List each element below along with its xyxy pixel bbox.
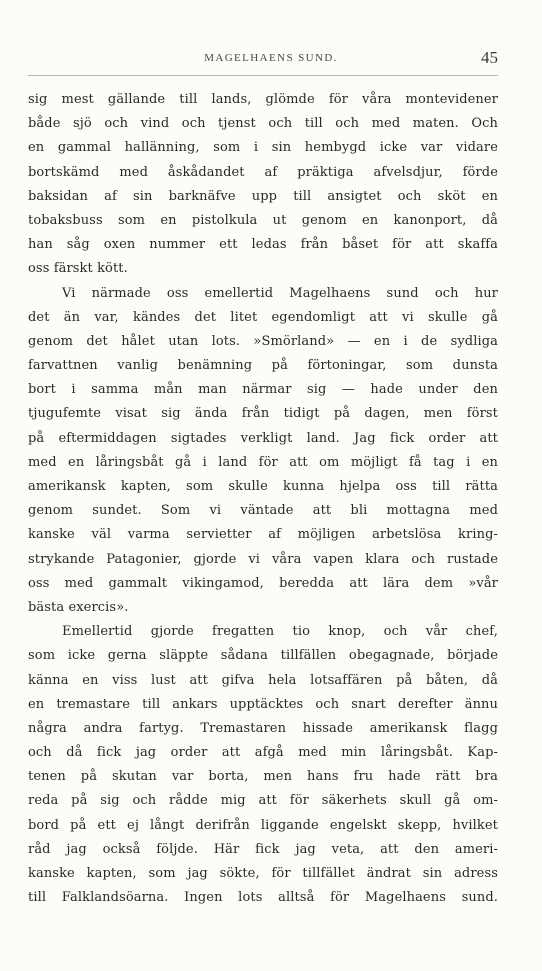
text-line: han såg oxen nummer ett ledas från båset för att skaffa <box>28 237 498 253</box>
text-line: sig mest gällande till lands, glömde för våra montevidener <box>28 92 498 107</box>
text-line: genom sundet. Som vi väntade att bli mottagna med <box>28 503 498 519</box>
header-rule <box>28 75 498 76</box>
text-line: strykande Patagonier, gjorde vi våra vapen klara och rustade <box>28 551 498 567</box>
text-line: till Falklandsöarna. Ingen lots alltså för Magelhaens sund. <box>28 890 498 906</box>
text-line: tenen på skutan var borta, men hans fru hade rätt bra <box>28 769 498 785</box>
text-line: reda på sig och rådde mig att för säkerhets skull gå om- <box>28 793 498 809</box>
text-line: bästa exercis». <box>28 599 129 615</box>
text-line: kanske kapten, som jag sökte, för tillfället ändrat sin adress <box>28 866 498 881</box>
running-head-title: MAGELHAENS SUND. <box>204 52 338 64</box>
text-line: amerikansk kapten, som skulle kunna hjelpa oss till rätta <box>28 479 498 494</box>
body-text <box>28 88 498 910</box>
text-line: tobaksbuss som en pistolkula ut genom en kanonport, då <box>28 212 498 228</box>
text-line: på eftermiddagen sigtades verkligt land. Jag fick order att <box>28 430 498 446</box>
text-line: baksidan af sin barknäfve upp till ansigtet och sköt en <box>28 188 498 204</box>
text-line: Vi närmade oss emellertid Magelhaens sund och hur <box>62 285 498 301</box>
text-line: känna en viss lust att gifva hela lotsaffären på båten, då <box>28 672 498 688</box>
text-line: några andra fartyg. Tremastaren hissade amerikansk flagg <box>28 720 498 736</box>
page-number: 45 <box>481 48 498 67</box>
running-head <box>0 48 542 72</box>
text-line: farvattnen vanlig benämning på förtoningar, som dunsta <box>28 358 498 374</box>
text-line: kanske väl varma servietter af möjligen arbetslösa kring- <box>28 527 498 543</box>
text-line: oss med gammalt vikingamod, beredda att lära dem »vår <box>28 575 498 591</box>
text-line: med en låringsbåt gå i land för att om möjligt få tag i en <box>28 454 498 470</box>
text-line: bortskämd med åskådandet af präktiga afvelsdjur, förde <box>28 164 498 180</box>
text-line: Emellertid gjorde fregatten tio knop, och vår chef, <box>62 624 498 640</box>
text-line: tjugufemte visat sig ända från tidigt på dagen, men först <box>28 406 498 422</box>
text-line: bord på ett ej långt derifrån liggande engelskt skepp, hvilket <box>28 817 498 833</box>
text-line: oss färskt kött. <box>28 261 128 277</box>
text-line: en tremastare till ankars upptäcktes och snart derefter ännu <box>28 696 498 712</box>
text-line: det än var, kändes det litet egendomligt att vi skulle gå <box>28 309 498 325</box>
text-line: råd jag också följde. Här fick jag veta, att den ameri- <box>28 841 498 857</box>
text-line: som icke gerna släppte sådana tillfällen obegagnade, började <box>28 648 498 664</box>
text-line: både sjö och vind och tjenst och till och med maten. Och <box>28 116 498 132</box>
text-line: och då fick jag order att afgå med min låringsbåt. Kap- <box>28 745 498 761</box>
text-line: genom det hålet utan lots. »Smörland» — en i de sydliga <box>28 333 498 349</box>
text-line: en gammal hallänning, som i sin hembygd icke var vidare <box>28 140 498 156</box>
text-line: bort i samma mån man närmar sig — hade under den <box>28 382 498 398</box>
